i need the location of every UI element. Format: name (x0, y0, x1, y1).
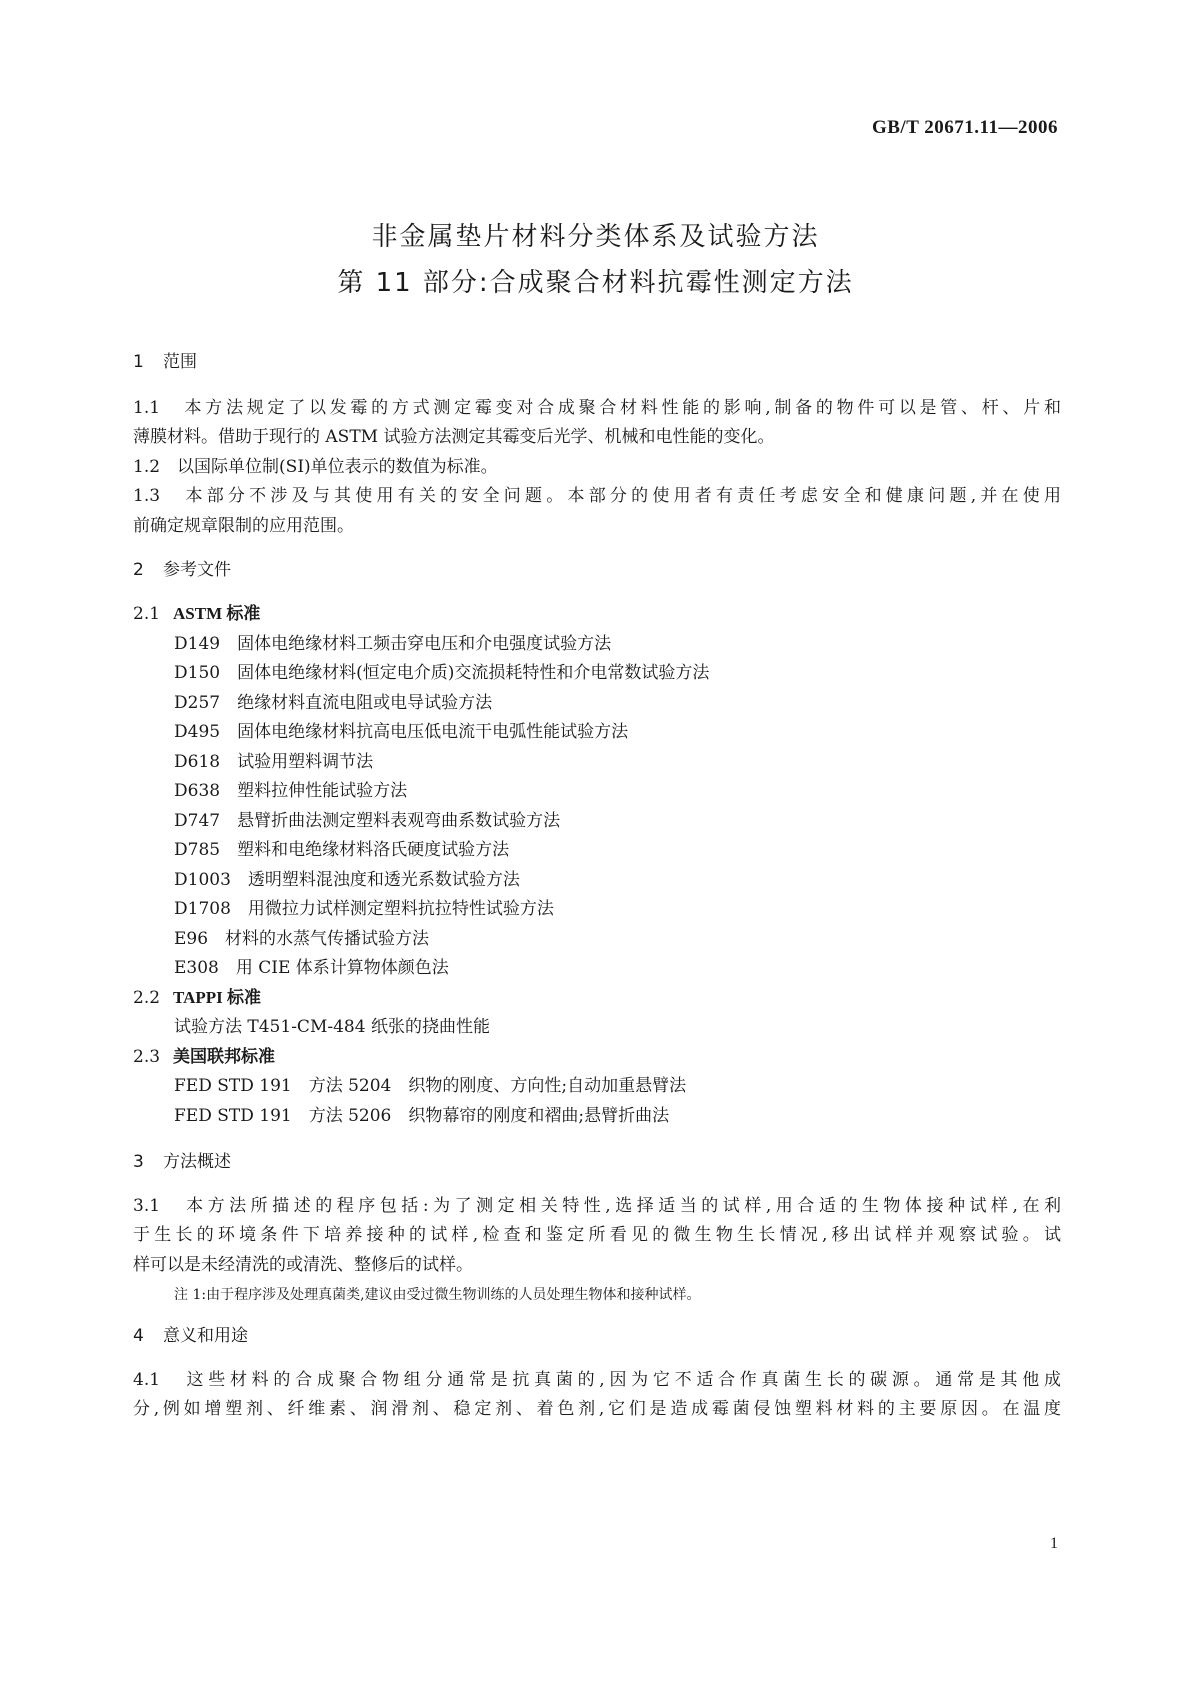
paragraph-line: 薄膜材料。借助于现行的 ASTM 试验方法测定其霉变后光学、机械和电性能的变化。 (133, 427, 775, 447)
reference-item: D257 绝缘材料直流电阻或电导试验方法 (174, 693, 493, 713)
section-number: 3 (133, 1152, 144, 1172)
section-heading-3 (133, 1151, 231, 1173)
section-number: 4 (133, 1326, 144, 1346)
reference-item: D1708 用微拉力试样测定塑料抗拉特性试验方法 (174, 899, 554, 919)
section-heading-4 (133, 1325, 248, 1347)
reference-item: 试验方法 T451-CM-484 纸张的挠曲性能 (174, 1017, 490, 1037)
reference-item: E308 用 CIE 体系计算物体颜色法 (174, 958, 449, 978)
reference-item: D618 试验用塑料调节法 (174, 752, 374, 772)
section-title: 意义和用途 (163, 1326, 248, 1346)
paragraph-line: 4.1 这些材料的合成聚合物组分通常是抗真菌的,因为它不适合作真菌生长的碳源。通常是其他成 (133, 1370, 1061, 1390)
subsection-heading-2-2 (133, 987, 261, 1009)
reference-item: E96 材料的水蒸气传播试验方法 (174, 929, 430, 949)
paragraph-line: 1.3 本部分不涉及与其使用有关的安全问题。本部分的使用者有责任考虑安全和健康问题,并在使用 (133, 486, 1061, 506)
reference-item: D495 固体电绝缘材料抗高电压低电流干电弧性能试验方法 (174, 722, 629, 742)
paragraph-line: 3.1 本方法所描述的程序包括:为了测定相关特性,选择适当的试样,用合适的生物体接种试样,在利 (133, 1196, 1061, 1216)
paragraph-line: 分,例如增塑剂、纤维素、润滑剂、稳定剂、着色剂,它们是造成霉菌侵蚀塑料材料的主要原因。在温度 (133, 1399, 1061, 1419)
subsection-title: TAPPI 标准 (173, 988, 261, 1007)
subsection-number: 2.3 (133, 1047, 161, 1067)
section-number: 1 (133, 352, 144, 372)
subsection-title: ASTM 标准 (173, 604, 261, 623)
paragraph-line: 前确定规章限制的应用范围。 (133, 516, 354, 536)
reference-item: D150 固体电绝缘材料(恒定电介质)交流损耗特性和介电常数试验方法 (174, 663, 710, 683)
section-heading-1 (133, 351, 197, 373)
paragraph-line: 1.1 本方法规定了以发霉的方式测定霉变对合成聚合材料性能的影响,制备的物件可以是管、杆、片和 (133, 398, 1061, 418)
section-title: 参考文件 (163, 560, 231, 580)
section-title: 方法概述 (163, 1152, 231, 1172)
paragraph-line: 1.2 以国际单位制(SI)单位表示的数值为标准。 (133, 457, 498, 477)
section-title: 范围 (163, 352, 197, 372)
section-number: 2 (133, 560, 144, 580)
subsection-number: 2.2 (133, 988, 161, 1008)
subsection-number: 2.1 (133, 604, 161, 624)
reference-item: D785 塑料和电绝缘材料洛氏硬度试验方法 (174, 840, 510, 860)
reference-item: D149 固体电绝缘材料工频击穿电压和介电强度试验方法 (174, 634, 612, 654)
note: 注 1:由于程序涉及处理真菌类,建议由受过微生物训练的人员处理生物体和接种试样。 (174, 1287, 701, 1303)
standard-code: GB/T 20671.11—2006 (871, 117, 1058, 138)
reference-item: D638 塑料拉伸性能试验方法 (174, 781, 408, 801)
reference-item: D1003 透明塑料混浊度和透光系数试验方法 (174, 870, 520, 890)
reference-item: D747 悬臂折曲法测定塑料表观弯曲系数试验方法 (174, 811, 561, 831)
reference-item: FED STD 191 方法 5206 织物幕帘的刚度和褶曲;悬臂折曲法 (174, 1106, 670, 1126)
subsection-heading-2-1 (133, 603, 260, 625)
page-number: 1 (1050, 1535, 1058, 1552)
paragraph-line: 样可以是未经清洗的或清洗、整修后的试样。 (133, 1255, 473, 1275)
subsection-heading-2-3 (133, 1046, 275, 1068)
document-title-line1: 非金属垫片材料分类体系及试验方法 (371, 222, 820, 252)
subsection-title: 美国联邦标准 (173, 1047, 275, 1066)
document-title-line2: 第 11 部分:合成聚合材料抗霉性测定方法 (337, 268, 854, 298)
section-heading-2 (133, 559, 231, 581)
reference-item: FED STD 191 方法 5204 织物的刚度、方向性;自动加重悬臂法 (174, 1076, 687, 1096)
paragraph-line: 于生长的环境条件下培养接种的试样,检查和鉴定所看见的微生物生长情况,移出试样并观察试验。试 (133, 1225, 1061, 1245)
